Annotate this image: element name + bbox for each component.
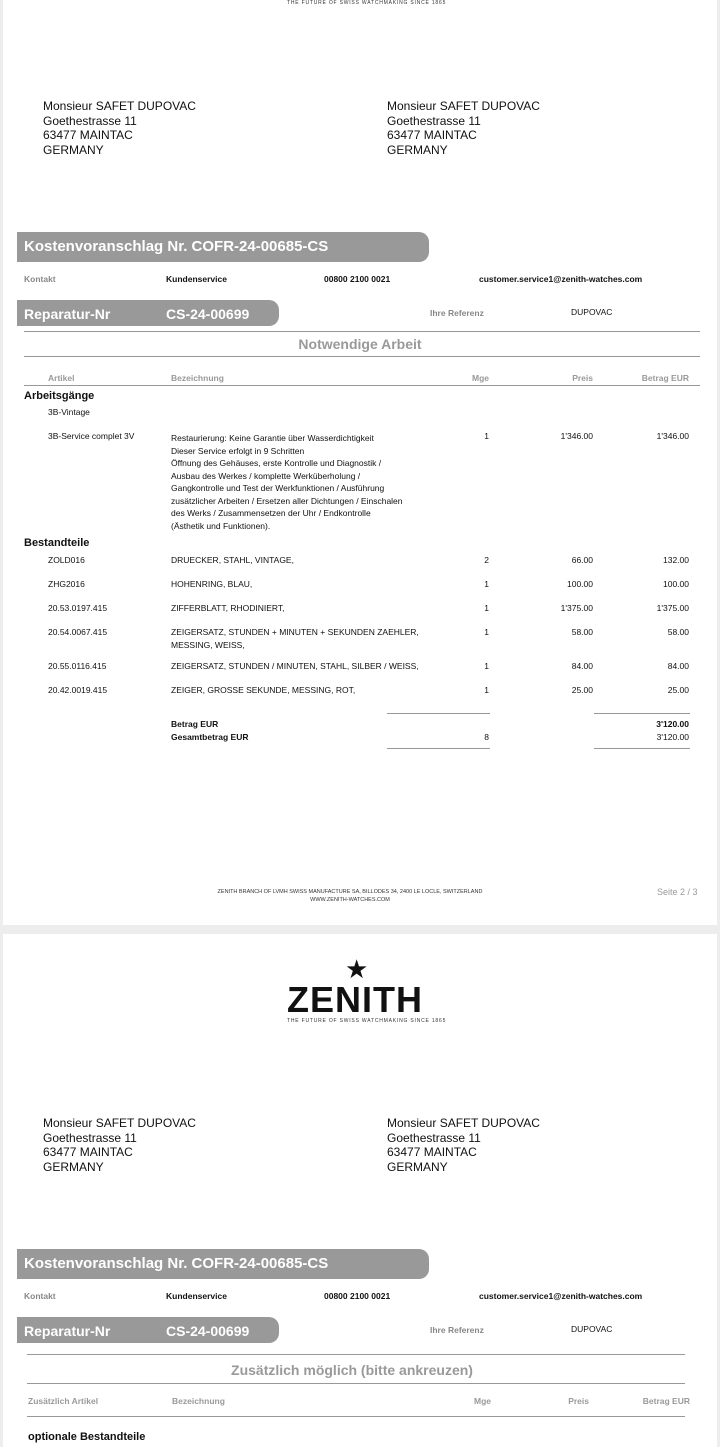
reference-label: Ihre Referenz <box>430 1325 484 1335</box>
brand-tagline: THE FUTURE OF SWISS WATCHMAKING SINCE 1865 <box>287 1018 447 1024</box>
document-page-2 <box>3 0 717 925</box>
contact-label: Kontakt <box>24 1291 56 1301</box>
part-desc-line2: MESSING, WEISS, <box>171 640 245 650</box>
address-name: Monsieur SAFET DUPOVAC <box>387 1116 540 1130</box>
address-street: Goethestrasse 11 <box>387 113 481 128</box>
col-betrag: Betrag EUR <box>642 1396 690 1406</box>
part-preis: 100.00 <box>567 579 593 589</box>
quote-title-bar: Kostenvoranschlag Nr. COFR-24-00685-CS <box>17 1249 429 1279</box>
contact-email: customer.service1@zenith-watches.com <box>479 274 643 284</box>
group-optional: optionale Bestandteile <box>28 1431 146 1443</box>
part-preis: 66.00 <box>571 555 593 565</box>
grand-total-mge: 8 <box>484 732 489 742</box>
divider <box>594 713 690 714</box>
col-artikel: Zusätzlich Artikel <box>28 1396 99 1406</box>
address-street: Goethestrasse 11 <box>387 1130 481 1145</box>
contact-service: Kundenservice <box>166 1291 227 1301</box>
col-bezeichnung: Bezeichnung <box>172 1396 225 1406</box>
divider <box>24 331 700 332</box>
address-country: GERMANY <box>43 1159 104 1174</box>
repair-label: Reparatur-Nr <box>24 306 111 322</box>
address-name: Monsieur SAFET DUPOVAC <box>43 1116 196 1130</box>
total-label: Betrag EUR <box>171 719 219 729</box>
col-mge: Mge <box>472 373 489 383</box>
part-betrag: 100.00 <box>663 579 689 589</box>
col-bezeichnung: Bezeichnung <box>171 373 224 383</box>
part-artikel: 20.55.0116.415 <box>48 661 107 671</box>
contact-service: Kundenservice <box>166 274 227 284</box>
contact-label: Kontakt <box>24 274 56 284</box>
group-bestandteile: Bestandteile <box>24 537 90 549</box>
repair-number-bar <box>17 1317 279 1343</box>
divider <box>27 1383 685 1384</box>
part-desc: HOHENRING, BLAU, <box>171 579 253 589</box>
divider <box>27 1354 685 1355</box>
work-item-artikel: 3B-Service complet 3V <box>48 431 135 441</box>
repair-number: CS-24-00699 <box>166 1323 250 1339</box>
part-artikel: ZOLD016 <box>48 555 85 565</box>
address-country: GERMANY <box>387 142 448 157</box>
part-artikel: 20.54.0067.415 <box>48 627 108 637</box>
part-betrag: 1'375.00 <box>656 603 689 613</box>
footer-company: ZENITH BRANCH OF LVMH SWISS MANUFACTURE SA, BILLODES 34, 2400 LE LOCLE, SWITZERLAND <box>217 889 483 895</box>
col-betrag: Betrag EUR <box>641 373 689 383</box>
address-city: 63477 MAINTAC <box>387 1145 477 1159</box>
part-mge: 1 <box>484 579 489 589</box>
part-preis: 1'375.00 <box>560 603 593 613</box>
part-desc: ZEIGERSATZ, STUNDEN + MINUTEN + SEKUNDEN ZAEHLER, <box>171 627 419 637</box>
reference-value: DUPOVAC <box>571 1324 613 1334</box>
contact-phone: 00800 2100 0021 <box>324 1291 391 1301</box>
part-mge: 1 <box>484 661 489 671</box>
work-item-betrag: 1'346.00 <box>656 431 689 441</box>
section-title: Notwendige Arbeit <box>298 336 422 352</box>
address-street: Goethestrasse 11 <box>43 113 137 128</box>
part-betrag: 84.00 <box>667 661 689 671</box>
repair-number: CS-24-00699 <box>166 306 250 322</box>
billing-address <box>43 1116 196 1174</box>
part-desc: ZIFFERBLATT, RHODINIERT, <box>171 603 285 613</box>
footer-website: WWW.ZENITH-WATCHES.COM <box>310 897 390 903</box>
col-mge: Mge <box>474 1396 491 1406</box>
part-preis: 58.00 <box>571 627 593 637</box>
divider <box>24 385 700 386</box>
quote-title-bar: Kostenvoranschlag Nr. COFR-24-00685-CS <box>17 232 429 262</box>
divider <box>594 748 690 749</box>
reference-value: DUPOVAC <box>571 307 613 317</box>
work-item-desc: Restaurierung: Keine Garantie über Wasserdichtigkeit Dieser Service erfolgt in 9 Schritten Öffnung des Gehäuses, erste Kontrolle und Diagnostik / Ausbau des Werkes / komplette Werküberholung / Gangkontrolle und Test der Werkfunktionen / Ausführung zusätzlicher Arbeiten / Ersetzen aller Dichtungen / Einschalen des Werks / Zusammensetzen der Uhr / Endkontrolle (Ästhetik und Funktionen). <box>171 433 403 531</box>
part-desc: ZEIGER, GROSSE SEKUNDE, MESSING, ROT, <box>171 685 356 695</box>
grand-total-label: Gesamtbetrag EUR <box>171 732 249 742</box>
part-mge: 1 <box>484 627 489 637</box>
document-page-3 <box>3 934 717 1447</box>
address-city: 63477 MAINTAC <box>43 128 133 142</box>
star-icon: ★ <box>345 954 369 984</box>
divider <box>387 748 490 749</box>
part-betrag: 58.00 <box>667 627 689 637</box>
address-name: Monsieur SAFET DUPOVAC <box>387 99 540 113</box>
work-item-mge: 1 <box>484 431 489 441</box>
part-betrag: 25.00 <box>667 685 689 695</box>
shipping-address <box>387 99 540 157</box>
repair-label: Reparatur-Nr <box>24 1323 111 1339</box>
part-desc: ZEIGERSATZ, STUNDEN / MINUTEN, STAHL, SILBER / WEISS, <box>171 661 419 671</box>
part-mge: 2 <box>484 555 489 565</box>
divider <box>27 1416 685 1417</box>
part-mge: 1 <box>484 685 489 695</box>
col-preis: Preis <box>568 1396 589 1406</box>
part-artikel: 20.42.0019.415 <box>48 685 108 695</box>
footer <box>150 888 550 904</box>
reference-label: Ihre Referenz <box>430 308 484 318</box>
address-street: Goethestrasse 11 <box>43 1130 137 1145</box>
repair-number-bar <box>17 300 279 326</box>
contact-phone: 00800 2100 0021 <box>324 274 391 284</box>
part-preis: 25.00 <box>571 685 593 695</box>
part-artikel: ZHG2016 <box>48 579 85 589</box>
group-arbeitsgaenge: Arbeitsgänge <box>24 390 95 402</box>
contact-email: customer.service1@zenith-watches.com <box>479 1291 643 1301</box>
grand-total-value: 3'120.00 <box>656 732 689 742</box>
work-item-preis: 1'346.00 <box>560 431 593 441</box>
total-value: 3'120.00 <box>656 719 689 729</box>
col-preis: Preis <box>572 373 593 383</box>
part-mge: 1 <box>484 603 489 613</box>
brand-logo: ZENITH <box>287 979 423 1020</box>
divider <box>24 356 700 357</box>
address-city: 63477 MAINTAC <box>387 128 477 142</box>
part-betrag: 132.00 <box>663 555 689 565</box>
section-title: Zusätzlich möglich (bitte ankreuzen) <box>231 1362 473 1378</box>
col-artikel: Artikel <box>48 373 75 383</box>
part-artikel: 20.53.0197.415 <box>48 603 108 613</box>
address-country: GERMANY <box>43 142 104 157</box>
billing-address <box>43 99 196 157</box>
part-desc: DRUECKER, STAHL, VINTAGE, <box>171 555 294 565</box>
divider <box>387 713 490 714</box>
shipping-address <box>387 1116 540 1174</box>
brand-tagline: THE FUTURE OF SWISS WATCHMAKING SINCE 1865 <box>287 0 447 6</box>
address-name: Monsieur SAFET DUPOVAC <box>43 99 196 113</box>
part-preis: 84.00 <box>571 661 593 671</box>
group-sub: 3B-Vintage <box>48 407 90 417</box>
address-country: GERMANY <box>387 1159 448 1174</box>
page-number: Seite 2 / 3 <box>657 887 698 897</box>
address-city: 63477 MAINTAC <box>43 1145 133 1159</box>
